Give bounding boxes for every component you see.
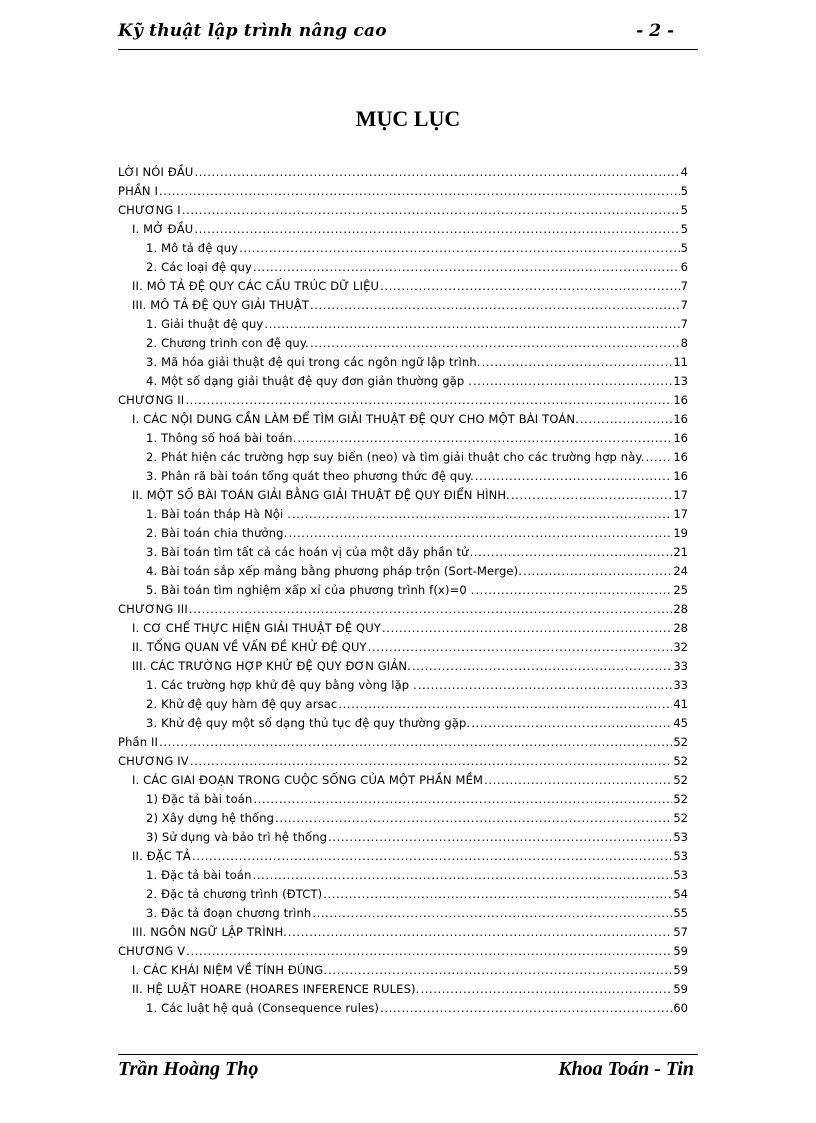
toc-entry-title: 2. Đặc tả chương trình (ĐTCT)	[146, 885, 323, 904]
toc-dot-leader	[190, 752, 673, 771]
toc-entry-title: CHƯƠNG I	[118, 201, 182, 220]
toc-entry-title: 2. Chương trình con đệ quy.	[146, 334, 310, 353]
toc-entry-page: 16	[672, 429, 698, 448]
page-title: MỤC LỤC	[355, 106, 461, 131]
toc-entry-page: 52	[672, 809, 698, 828]
toc-dot-leader	[380, 277, 680, 296]
toc-dot-leader	[475, 581, 672, 600]
toc-entry[interactable]	[118, 372, 698, 391]
toc-entry-title: II. HỆ LUẬT HOARE (HOARES INFERENCE RULES).	[132, 980, 420, 999]
toc-entry-title: 4. Một số dạng giải thuật đệ quy đơn giản thường gặp .	[146, 372, 473, 391]
toc-entry-page: 13	[672, 372, 698, 391]
toc-entry-title: 3) Sử dụng và bảo trì hệ thống	[146, 828, 328, 847]
toc-entry-title: 1. Thông số hoá bài toán.	[146, 429, 297, 448]
toc-entry-title: I. CÁC NỘI DUNG CẦN LÀM ĐỂ TÌM GIẢI THUẬT ĐỆ QUY CHO MỘT BÀI TOÁN.	[132, 410, 580, 429]
toc-entry[interactable]	[118, 543, 698, 562]
toc-entry-page: 19	[672, 524, 698, 543]
toc-dot-leader	[239, 239, 680, 258]
toc-entry-page: 5	[680, 220, 698, 239]
toc-dot-leader	[194, 220, 679, 239]
footer-author: Trần Hoàng Thọ	[118, 1058, 259, 1080]
toc-entry-page: 28	[672, 600, 698, 619]
footer-department: Khoa Toán - Tin	[558, 1058, 694, 1080]
toc-entry[interactable]	[118, 448, 698, 467]
toc-entry-title: 1. Giải thuật đệ quy	[146, 315, 264, 334]
toc-dot-leader	[253, 866, 673, 885]
toc-entry[interactable]	[118, 600, 698, 619]
toc-dot-leader	[253, 258, 680, 277]
toc-entry-title: 2) Xây dựng hệ thống	[146, 809, 275, 828]
toc-entry-page: 54	[672, 885, 698, 904]
toc-entry[interactable]	[118, 315, 698, 334]
toc-dot-leader	[475, 467, 672, 486]
toc-dot-leader	[338, 695, 672, 714]
toc-entry-page: 16	[672, 391, 698, 410]
toc-entry-title: 3. Mã hóa giải thuật đệ qui trong các ngôn ngữ lập trình.	[146, 353, 482, 372]
toc-entry-page: 16	[672, 448, 698, 467]
toc-dot-leader	[253, 790, 672, 809]
toc-dot-leader	[418, 676, 672, 695]
toc-entry-page: 5	[680, 201, 698, 220]
page-header	[118, 21, 698, 50]
toc-entry-title: 3. Bài toán tìm tất cả các hoán vị của một dãy phần tử	[146, 543, 470, 562]
toc-entry[interactable]	[118, 201, 698, 220]
toc-entry[interactable]	[118, 581, 698, 600]
toc-entry[interactable]	[118, 429, 698, 448]
toc-entry-page: 52	[672, 733, 698, 752]
toc-dot-leader	[412, 657, 672, 676]
toc-entry-title: II. MỘT SỐ BÀI TOÁN GIẢI BẰNG GIẢI THUẬT ĐỆ QUY ĐIỂN HÌNH.	[132, 486, 511, 505]
toc-entry-title: 2. Phát hiện các trường hợp suy biến (neo) và tìm giải thuật cho các trường hợp này.	[146, 448, 646, 467]
toc-entry-page: 28	[672, 619, 698, 638]
toc-dot-leader	[186, 942, 672, 961]
toc-dot-leader	[328, 828, 672, 847]
toc-entry-page: 59	[672, 980, 698, 999]
toc-entry[interactable]	[118, 296, 698, 315]
toc-entry-page: 11	[672, 353, 698, 372]
toc-entry[interactable]	[118, 733, 698, 752]
header-title: Kỹ thuật lập trình nâng cao	[118, 21, 387, 41]
toc-entry-page: 6	[680, 258, 698, 277]
toc-entry-page: 57	[672, 923, 698, 942]
toc-dot-leader	[523, 562, 672, 581]
toc-entry[interactable]	[118, 904, 698, 923]
toc-entry-title: 1. Các trường hợp khử đệ quy bằng vòng lặp .	[146, 676, 418, 695]
toc-entry[interactable]	[118, 923, 698, 942]
toc-entry[interactable]	[118, 771, 698, 790]
toc-dot-leader	[380, 999, 672, 1018]
toc-entry[interactable]	[118, 790, 698, 809]
toc-entry-page: 24	[672, 562, 698, 581]
toc-entry[interactable]	[118, 828, 698, 847]
toc-entry[interactable]	[118, 486, 698, 505]
toc-dot-leader	[511, 486, 673, 505]
toc-dot-leader	[159, 182, 680, 201]
toc-entry[interactable]	[118, 752, 698, 771]
toc-entry-page: 53	[672, 828, 698, 847]
toc-entry-page: 52	[672, 752, 698, 771]
toc-entry-title: III. CÁC TRƯỜNG HỢP KHỬ ĐỆ QUY ĐƠN GIẢN.	[132, 657, 412, 676]
toc-entry-title: 1. Mô tả đệ quy	[146, 239, 239, 258]
toc-dot-leader	[185, 391, 672, 410]
toc-entry-page: 17	[672, 505, 698, 524]
toc-dot-leader	[264, 315, 679, 334]
toc-entry-title: 3. Phân rã bài toán tổng quát theo phương thức đệ quy.	[146, 467, 475, 486]
toc-entry-page: 52	[672, 771, 698, 790]
toc-entry-title: 1. Bài toán tháp Hà Nội .	[146, 505, 292, 524]
toc-entry[interactable]	[118, 334, 698, 353]
toc-entry-page: 32	[672, 638, 698, 657]
toc-entry-page: 53	[672, 847, 698, 866]
toc-entry-title: 2. Các loại đệ quy	[146, 258, 253, 277]
toc-dot-leader	[297, 429, 672, 448]
toc-entry-title: CHƯƠNG II	[118, 391, 185, 410]
toc-entry-title: I. CÁC GIAI ĐOẠN TRONG CUỘC SỐNG CỦA MỘT PHẦN MỀM	[132, 771, 484, 790]
toc-entry-page: 59	[672, 961, 698, 980]
toc-dot-leader	[189, 600, 672, 619]
toc-entry-title: 1) Đặc tả bài toán	[146, 790, 253, 809]
toc-entry-title: CHƯƠNG V	[118, 942, 186, 961]
toc-entry[interactable]	[118, 942, 698, 961]
toc-entry[interactable]	[118, 505, 698, 524]
toc-dot-leader	[482, 353, 673, 372]
toc-entry[interactable]	[118, 562, 698, 581]
toc-entry-page: 59	[672, 942, 698, 961]
toc-dot-leader	[382, 619, 672, 638]
toc-dot-leader	[292, 505, 672, 524]
toc-dot-leader	[288, 923, 672, 942]
toc-dot-leader	[646, 448, 673, 467]
toc-entry[interactable]	[118, 657, 698, 676]
toc-entry-title: II. ĐẶC TẢ	[132, 847, 192, 866]
toc-entry-title: 2. Bài toán chia thưởng.	[146, 524, 288, 543]
toc-entry[interactable]	[118, 220, 698, 239]
toc-entry[interactable]	[118, 410, 698, 429]
toc-entry-title: PHẦN I	[118, 182, 159, 201]
toc-entry[interactable]	[118, 714, 698, 733]
toc-entry-page: 5	[680, 182, 698, 201]
toc-entry-title: CHƯƠNG IV	[118, 752, 190, 771]
toc-entry[interactable]	[118, 182, 698, 201]
toc-entry[interactable]	[118, 391, 698, 410]
toc-entry-page: 21	[672, 543, 698, 562]
toc-dot-leader	[195, 163, 680, 182]
toc-entry-title: 1. Đặc tả bài toán	[146, 866, 253, 885]
toc-entry[interactable]	[118, 619, 698, 638]
toc-entry-page: 33	[672, 676, 698, 695]
toc-dot-leader	[310, 296, 680, 315]
toc-entry[interactable]	[118, 847, 698, 866]
toc-dot-leader	[159, 733, 672, 752]
toc-entry-page: 45	[672, 714, 698, 733]
toc-entry[interactable]	[118, 239, 698, 258]
toc-entry-page: 53	[672, 866, 698, 885]
toc-entry[interactable]	[118, 163, 698, 182]
toc-dot-leader	[275, 809, 672, 828]
toc-entry-title: 5. Bài toán tìm nghiệm xấp xỉ của phương trình f(x)=0 .	[146, 581, 475, 600]
toc-entry[interactable]	[118, 999, 698, 1018]
toc-dot-leader	[182, 201, 680, 220]
toc-entry-page: 55	[672, 904, 698, 923]
toc-entry-title: 3. Đặc tả đoạn chương trình	[146, 904, 312, 923]
toc-entry-page: 60	[672, 999, 698, 1018]
toc-dot-leader	[470, 543, 673, 562]
toc-entry[interactable]	[118, 258, 698, 277]
toc-dot-leader	[288, 524, 672, 543]
toc-entry-title: I. CÁC KHÁI NIỆM VỀ TÍNH ĐÚNG.	[132, 961, 328, 980]
footer-divider	[118, 1054, 698, 1055]
toc-dot-leader	[312, 904, 672, 923]
toc-entry-title: 3. Khử đệ quy một số dạng thủ tục đệ quy thường gặp.	[146, 714, 471, 733]
toc-entry-page: 4	[680, 163, 698, 182]
toc-entry-title: III. MÔ TẢ ĐỆ QUY GIẢI THUẬT	[132, 296, 310, 315]
toc-entry[interactable]	[118, 277, 698, 296]
toc-entry-page: 7	[680, 277, 698, 296]
toc-entry-title: Phần II	[118, 733, 159, 752]
toc-entry-page: 5	[680, 239, 698, 258]
toc-entry-page: 7	[680, 296, 698, 315]
toc-entry[interactable]	[118, 676, 698, 695]
toc-dot-leader	[471, 714, 672, 733]
toc-entry[interactable]	[118, 866, 698, 885]
toc-entry-page: 17	[672, 486, 698, 505]
toc-dot-leader	[473, 372, 672, 391]
toc-dot-leader	[323, 885, 672, 904]
toc-entry-page: 52	[672, 790, 698, 809]
toc-entry[interactable]	[118, 809, 698, 828]
toc-entry-page: 33	[672, 657, 698, 676]
toc-dot-leader	[580, 410, 672, 429]
toc-entry[interactable]	[118, 980, 698, 999]
toc-dot-leader	[310, 334, 680, 353]
toc-entry-title: I. CƠ CHẾ THỰC HIỆN GIẢI THUẬT ĐỆ QUY	[132, 619, 382, 638]
toc-entry-page: 8	[680, 334, 698, 353]
toc-entry-title: I. MỞ ĐẦU	[132, 220, 194, 239]
toc-entry[interactable]	[118, 885, 698, 904]
toc-entry[interactable]	[118, 695, 698, 714]
toc-entry-page: 25	[672, 581, 698, 600]
toc-entry[interactable]	[118, 467, 698, 486]
toc-entry[interactable]	[118, 961, 698, 980]
toc-entry-title: II. TỔNG QUAN VỀ VẤN ĐỀ KHỬ ĐỆ QUY	[132, 638, 368, 657]
toc-entry-title: II. MÔ TẢ ĐỆ QUY CÁC CẤU TRÚC DỮ LIỆU	[132, 277, 380, 296]
toc-entry-title: III. NGÔN NGỮ LẬP TRÌNH.	[132, 923, 288, 942]
toc-entry-title: 4. Bài toán sắp xếp mảng bằng phương pháp trộn (Sort-Merge).	[146, 562, 523, 581]
toc-dot-leader	[484, 771, 672, 790]
toc-entry[interactable]	[118, 353, 698, 372]
toc-entry-page: 41	[672, 695, 698, 714]
header-page-number: - 2 -	[636, 21, 674, 41]
toc-entry[interactable]	[118, 524, 698, 543]
table-of-contents	[118, 163, 698, 1018]
toc-dot-leader	[192, 847, 672, 866]
toc-entry-page: 16	[672, 467, 698, 486]
toc-entry[interactable]	[118, 638, 698, 657]
toc-entry-title: 2. Khử đệ quy hàm đệ quy arsac	[146, 695, 338, 714]
toc-entry-page: 7	[680, 315, 698, 334]
toc-dot-leader	[368, 638, 673, 657]
toc-entry-title: 1. Các luật hệ quả (Consequence rules)	[146, 999, 380, 1018]
toc-dot-leader	[420, 980, 672, 999]
toc-entry-page: 16	[672, 410, 698, 429]
toc-dot-leader	[328, 961, 672, 980]
toc-entry-title: LỜI NÓI ĐẦU	[118, 163, 195, 182]
toc-entry-title: CHƯƠNG III	[118, 600, 189, 619]
